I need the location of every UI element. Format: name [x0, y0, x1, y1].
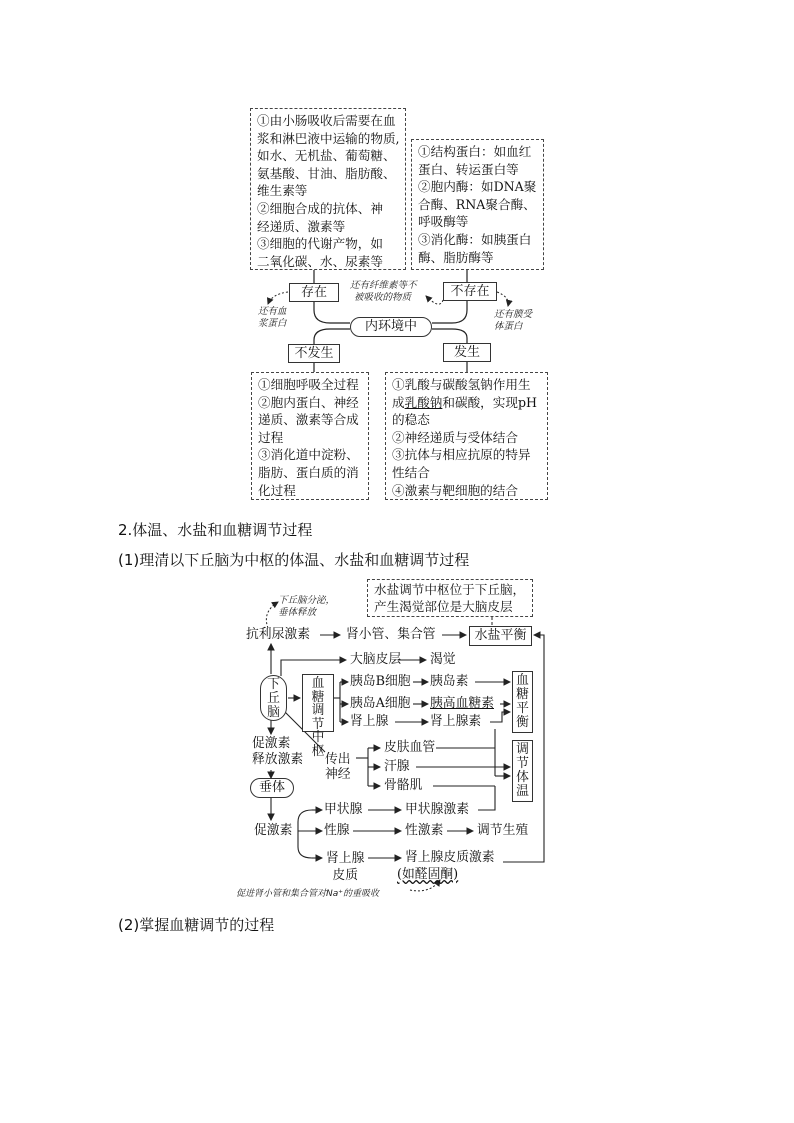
node-cerebral-cortex: 大脑皮层	[350, 652, 402, 667]
node-glucose-balance	[512, 671, 533, 733]
note-line: 体蛋白	[494, 321, 523, 332]
node-beta-cell: 胰岛B细胞	[350, 674, 411, 689]
exist-line: ②细胞合成的抗体、神	[257, 200, 383, 216]
note-line: 产生渴觉部位是大脑皮层	[374, 598, 513, 614]
node-line: 释放激素	[252, 752, 304, 767]
occur-text-underlined: 乳酸钠	[404, 394, 443, 410]
node-efferent-nerve	[325, 752, 351, 782]
node-thyroxine: 甲状腺激素	[405, 802, 469, 817]
note-line: 还有纤维素等不	[350, 280, 417, 291]
note-adh-source	[278, 595, 335, 619]
exist-line: 经递质、激素等	[257, 218, 346, 234]
node-thirst: 渴觉	[430, 652, 456, 667]
label-not-exist: 不存在	[443, 282, 497, 301]
node-insulin: 胰岛素	[430, 674, 469, 689]
label-occur: 发生	[443, 343, 491, 362]
temperature-text: 调节体温	[516, 742, 529, 799]
not-occur-line: ①细胞呼吸全过程	[258, 377, 359, 392]
occur-line: 的稳态	[392, 412, 430, 428]
node-temperature-regulation	[512, 740, 533, 802]
not-occur-line: 过程	[258, 429, 284, 445]
not-exist-line: ③消化酶：如胰蛋白	[418, 231, 532, 247]
node-adrenal-medulla: 肾上腺	[350, 714, 389, 729]
glucose-balance-text: 血糖平衡	[516, 673, 529, 730]
occur-line: ④激素与靶细胞的结合	[392, 482, 518, 498]
subsection-heading: (1)理清以下丘脑为中枢的体温、水盐和血糖调节过程	[118, 551, 470, 569]
note-line: 下丘脑分泌，	[278, 595, 336, 606]
exist-line: 浆和淋巴液中运输的物质,	[257, 130, 400, 146]
node-pituitary: 垂体	[250, 778, 294, 798]
occur-text: 成	[392, 394, 405, 410]
exist-line: ①由小肠吸收后需要在血	[257, 113, 396, 128]
not-exist-line: ①结构蛋白：如血红	[418, 144, 532, 159]
exist-line: 如水、无机盐、葡萄糖、	[257, 148, 396, 164]
occur-line: ①乳酸与碳酸氢钠作用生	[392, 377, 531, 392]
exist-line: ③细胞的代谢产物，如	[257, 236, 383, 252]
node-kidney-tubule: 肾小管、集合管	[346, 627, 436, 642]
node-adh: 抗利尿激素	[246, 627, 310, 642]
node-gonad: 性腺	[324, 823, 350, 838]
note-line: 还有膜受	[494, 309, 533, 320]
node-sweat-gland: 汗腺	[384, 759, 410, 774]
node-hypothalamus	[260, 675, 287, 721]
node-skin-vessels: 皮肤血管	[384, 740, 436, 755]
not-occur-line: 脂肪、蛋白质的消	[258, 464, 359, 480]
exist-line: 维生素等	[257, 183, 308, 199]
note-line: 水盐调节中枢位于下丘脑，	[374, 582, 526, 597]
glucose-center-text: 血糖调节中枢	[311, 676, 325, 759]
occur-line: ③抗体与相应抗原的特异	[392, 447, 531, 463]
label-not-occur: 不发生	[288, 344, 340, 363]
node-line: 促激素	[252, 736, 291, 751]
node-aldosterone	[397, 867, 458, 883]
node-line: 神经	[325, 767, 351, 782]
not-exist-line: 酶、脂肪酶等	[418, 249, 494, 265]
note-water-salt-center	[367, 579, 533, 617]
exist-line: 氨基酸、甘油、脂肪酸、	[257, 165, 396, 181]
not-exist-line: 蛋白、转运蛋白等	[418, 161, 519, 177]
note-line: 还有血	[258, 306, 287, 317]
occur-line: ②神经递质与受体结合	[392, 429, 518, 445]
node-line: 传出	[325, 752, 351, 767]
not-occur-line: 递质、激素等合成	[258, 412, 359, 428]
note-line: 被吸收的物质	[354, 292, 412, 303]
not-occur-line: 化过程	[258, 482, 296, 498]
not-occur-line: ③消化道中淀粉、	[258, 447, 359, 463]
node-releasing-hormone	[252, 736, 303, 768]
node-glucagon: 胰高血糖素	[430, 696, 494, 711]
node-adrenal-cortex	[326, 850, 364, 884]
node-tropic-hormone: 促激素	[254, 823, 293, 838]
occur-text: 和碳酸，实现pH	[442, 394, 537, 410]
node-reproduction: 调节生殖	[477, 823, 529, 838]
not-occur-line: ②胞内蛋白、神经	[258, 394, 359, 410]
node-adrenaline: 肾上腺素	[430, 714, 482, 729]
section-heading: 2.体温、水盐和血糖调节过程	[118, 521, 313, 539]
node-line: 皮质	[332, 868, 358, 883]
node-thyroid: 甲状腺	[324, 802, 363, 817]
note-line: 垂体释放	[278, 607, 317, 618]
node-alpha-cell: 胰岛A细胞	[350, 696, 411, 711]
not-exist-line: ②胞内酶：如DNA聚	[418, 179, 537, 195]
node-line: 肾上腺	[326, 851, 365, 866]
aldosterone-text: (如醛固酮)	[397, 867, 459, 882]
node-water-salt-balance: 水盐平衡	[469, 626, 532, 646]
not-exist-line: 合酶、RNA聚合酶、	[418, 196, 536, 212]
node-glucose-center	[302, 674, 334, 759]
label-internal-environment: 内环境中	[350, 317, 432, 337]
hypothalamus-text: 下丘脑	[267, 677, 280, 720]
node-sex-hormone: 性激素	[405, 823, 444, 838]
note-sodium-reabsorption: 促进肾小管和集合管对Na⁺的重吸收	[236, 889, 379, 899]
exist-line: 二氧化碳、水、尿素等	[257, 253, 383, 269]
note-line: 浆蛋白	[258, 318, 287, 329]
label-exist: 存在	[289, 283, 339, 302]
not-exist-line: 呼吸酶等	[418, 214, 469, 230]
occur-line: 性结合	[392, 464, 430, 480]
node-skeletal-muscle: 骨骼肌	[384, 778, 423, 793]
subsection-heading: (2)掌握血糖调节的过程	[118, 916, 275, 934]
node-corticoid: 肾上腺皮质激素	[405, 850, 495, 865]
